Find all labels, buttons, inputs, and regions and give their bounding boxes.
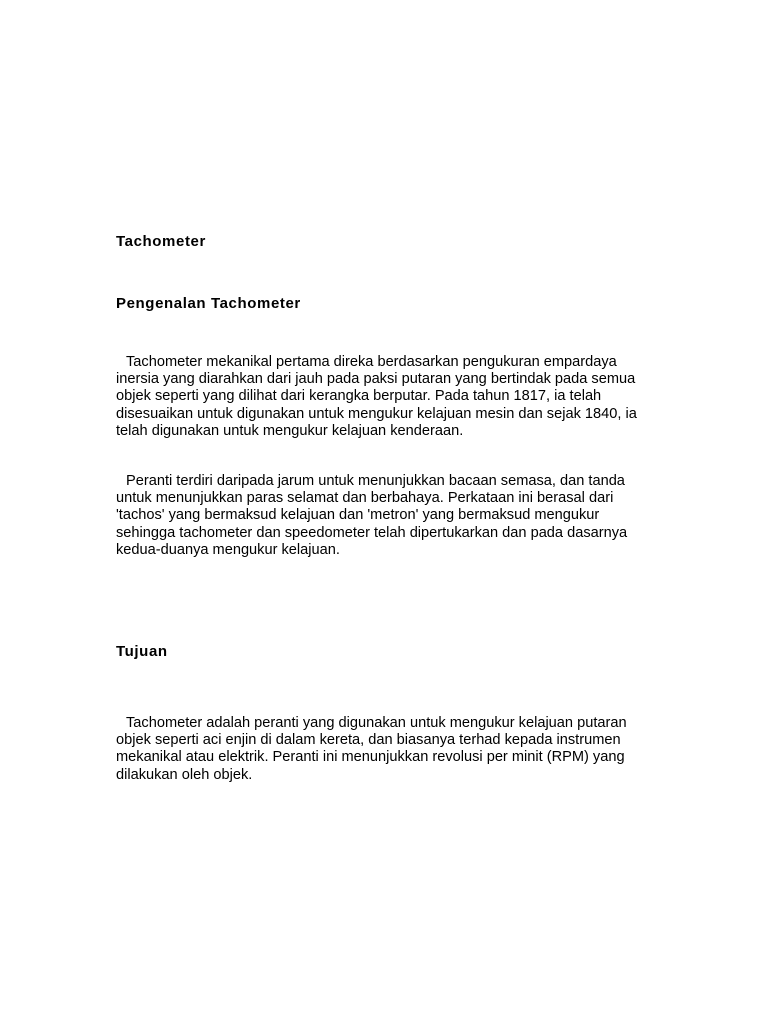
section-heading-purpose: Tujuan	[116, 643, 168, 660]
purpose-paragraph-1: Tachometer adalah peranti yang digunakan untuk mengukur kelajuan putaran objek seperti aci enjin di dalam kereta, dan biasanya terhad kepada instrumen mekanikal atau elektrik. Peranti ini menunjukkan revolusi per minit (RPM) yang dilakukan oleh objek.	[116, 715, 627, 783]
introduction-paragraph-1: Tachometer mekanikal pertama direka berdasarkan pengukuran empardaya inersia yang diarahkan dari jauh pada paksi putaran yang bertindak pada semua objek seperti yang dilihat dari kerangka berputar. Pada tahun 1817, ia telah disesuaikan untuk digunakan untuk mengukur kelajuan mesin dan sejak 1840, ia telah digunakan untuk mengukur kelajuan kenderaan.	[116, 354, 637, 439]
introduction-paragraph-2: Peranti terdiri daripada jarum untuk menunjukkan bacaan semasa, dan tanda untuk menunjukkan paras selamat dan berbahaya. Perkataan ini berasal dari 'tachos' yang bermaksud kelajuan dan 'metron' yang bermaksud mengukur sehingga tachometer dan speedometer telah dipertukarkan dan pada dasarnya kedua-duanya mengukur kelajuan.	[116, 473, 628, 558]
document-title: Tachometer	[116, 233, 206, 250]
section-heading-introduction: Pengenalan Tachometer	[116, 295, 301, 312]
